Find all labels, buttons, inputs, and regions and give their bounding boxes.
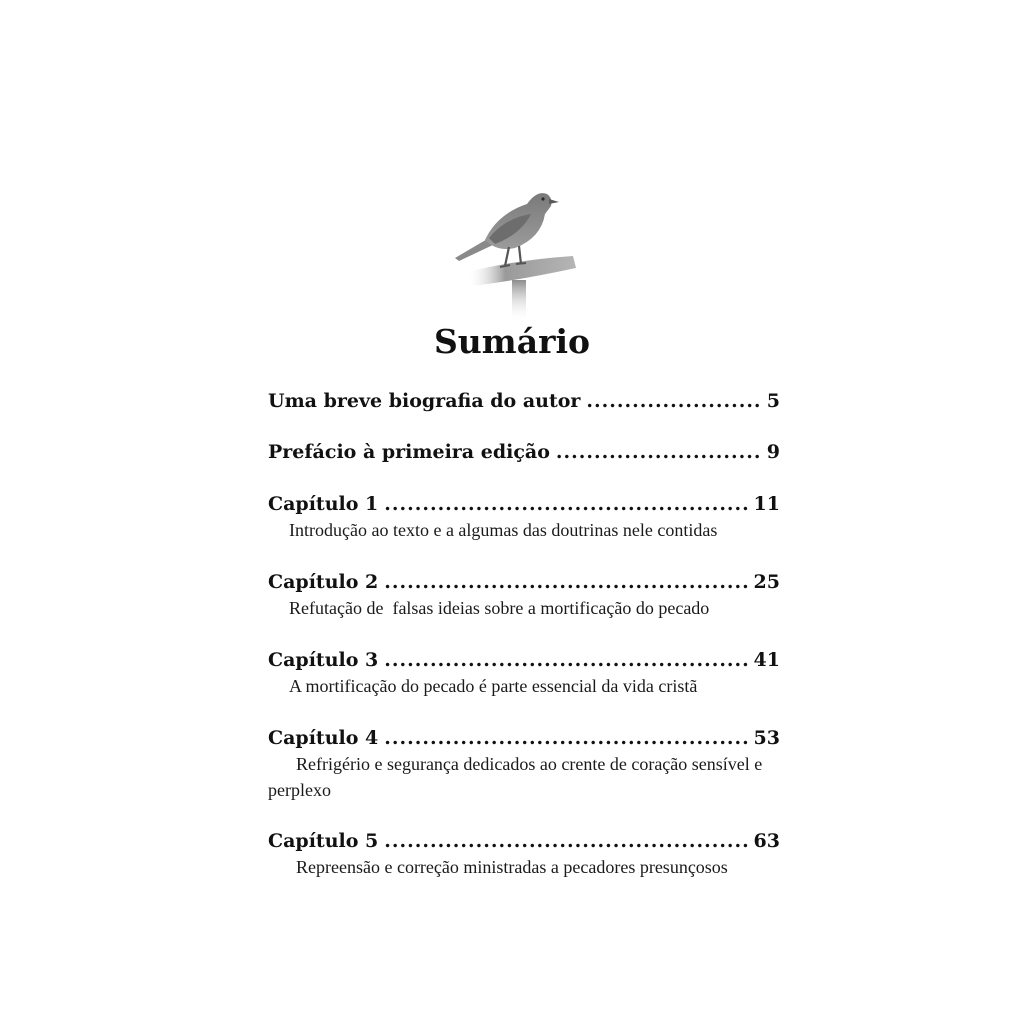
toc-entry-page: 9 (766, 441, 780, 463)
toc-entry-subtitle (268, 854, 780, 880)
toc-entry-page: 11 (753, 493, 780, 515)
toc-entry-label: Capítulo 2 (268, 571, 379, 593)
toc-entry-page: 25 (753, 571, 780, 593)
bird-on-post-icon (445, 180, 585, 325)
toc-entry-subtitle-text: Refrigério e segurança dedicados ao crente de coração sensível e perplexo (268, 754, 763, 800)
dot-leader (384, 491, 747, 517)
toc-entry-label: Capítulo 3 (268, 649, 379, 671)
dot-leader (556, 439, 761, 465)
toc-entry-heading (268, 439, 780, 465)
toc-entry-subtitle (268, 673, 780, 699)
dot-leader (384, 569, 747, 595)
toc-entry-prefacio[interactable] (268, 439, 780, 465)
toc-entry-subtitle-text: A mortificação do pecado é parte essencial da vida cristã (289, 676, 698, 696)
toc-entry-subtitle-text: Repreensão e correção ministradas a pecadores presunçosos (296, 857, 728, 877)
toc-entry-label: Capítulo 1 (268, 493, 379, 515)
toc-entry-capitulo-2[interactable] (268, 569, 780, 621)
toc-entry-label: Prefácio à primeira edição (268, 441, 550, 463)
toc-entry-subtitle (268, 517, 780, 543)
toc-entry-heading (268, 725, 780, 751)
toc-entry-page: 41 (753, 649, 780, 671)
dot-leader (384, 647, 747, 673)
toc-entry-subtitle (268, 751, 780, 803)
toc-entry-biografia[interactable] (268, 388, 780, 414)
toc-entry-capitulo-4[interactable] (268, 725, 780, 803)
toc-entry-label: Capítulo 4 (268, 727, 379, 749)
toc-entry-page: 63 (753, 830, 780, 852)
page-title: Sumário (433, 322, 591, 361)
toc-entry-page: 53 (753, 727, 780, 749)
toc-entry-heading (268, 647, 780, 673)
toc-entry-heading (268, 388, 780, 414)
toc-entry-label: Capítulo 5 (268, 830, 379, 852)
toc-entry-subtitle (268, 595, 780, 621)
toc-entry-label: Uma breve biografia do autor (268, 390, 581, 412)
toc-entry-subtitle-text: Introdução ao texto e a algumas das doutrinas nele contidas (289, 520, 718, 540)
toc-entry-capitulo-5[interactable] (268, 828, 780, 880)
toc-entry-heading (268, 569, 780, 595)
toc-entry-capitulo-3[interactable] (268, 647, 780, 699)
dot-leader (384, 725, 747, 751)
toc-entry-page: 5 (766, 390, 780, 412)
toc-entry-subtitle-text: Refutação de falsas ideias sobre a mortificação do pecado (289, 598, 710, 618)
dot-leader (384, 828, 747, 854)
toc-entry-capitulo-1[interactable] (268, 491, 780, 543)
toc-entry-heading (268, 828, 780, 854)
toc-entry-heading (268, 491, 780, 517)
dot-leader (586, 388, 760, 414)
